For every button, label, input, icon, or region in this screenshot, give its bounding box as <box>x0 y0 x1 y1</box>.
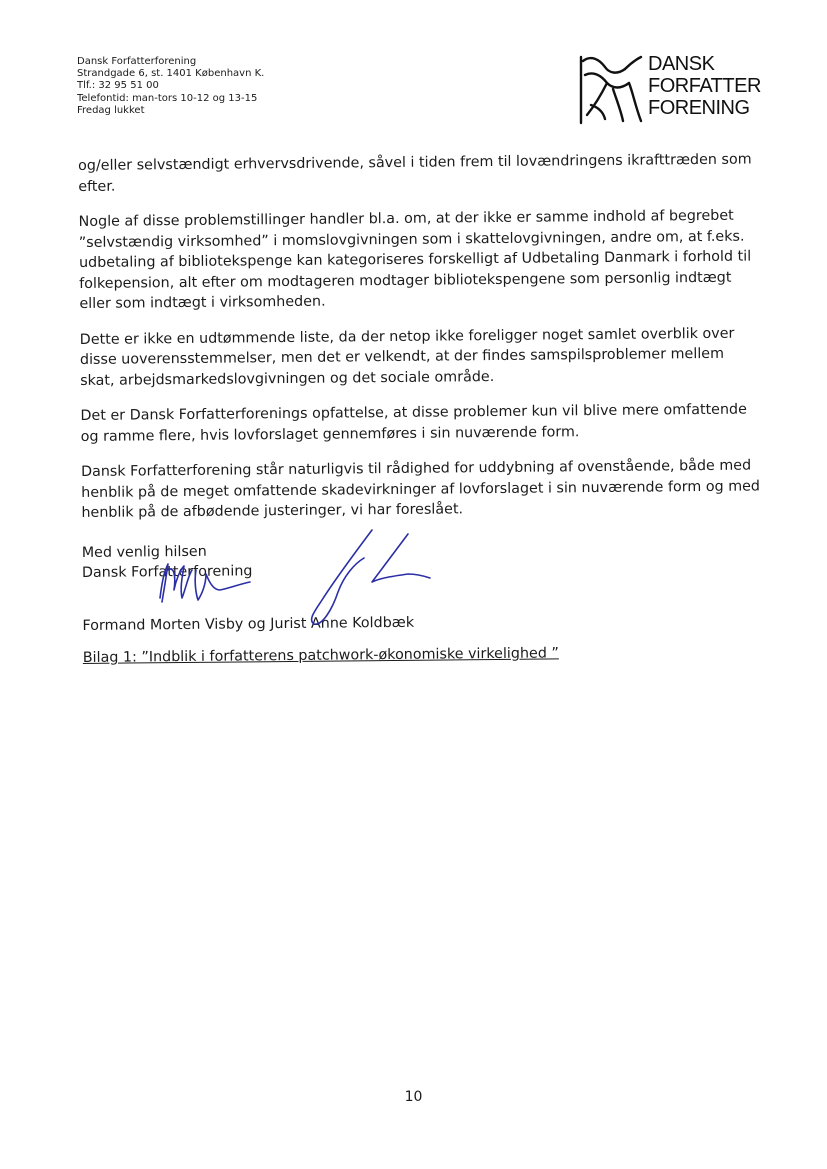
closing-greeting: Med venlig hilsen <box>81 543 207 561</box>
paragraph-2: Nogle af disse problemstillinger handler bl.a. om, at der ikke er samme indhold af begrebet ”selvstændig virksomhed” i momslovgivningen som i skattelovgivningen, andre om, at f.eks. udbetaling af bibliotekspenge kan kategoriseres forskelligt af Udbetaling Danmark i forhold til folkepension, alt efter om modtageren modtager bibliotekspengene som personlig indtægt eller som indtægt i virksomheden. <box>78 207 752 312</box>
phone: Tlf.: 32 95 51 00 <box>77 80 159 92</box>
paragraph-3: Dette er ikke en udtømmende liste, da der netop ikke foreligger noget samlet overblik over disse uoverensstemmelser, men det er velkendt, at der findes samspilsproblemer mellem skat, arbejdsmarkedslovgivningen og det sociale område. <box>79 325 735 389</box>
paragraph-4: Det er Dansk Forfatterforenings opfattelse, at disse problemer kun vil blive mere omfattende og ramme flere, hvis lovforslaget gennemføres i sin nuværende form. <box>80 401 747 445</box>
logo <box>577 53 777 125</box>
page-number: 10 <box>404 1089 423 1105</box>
handwritten-signatures <box>140 520 460 630</box>
logo-line-3: FORENING <box>648 97 750 119</box>
logo-wordmark <box>648 53 761 119</box>
paragraph-5: Dansk Forfatterforening står naturligvis til rådighed for uddybning af ovenstående, både med henblik på de meget omfattende skadevirkninger af lovforslaget i sin nuværende form og med henblik på de afbødende justeringer, vi har foreslået. <box>80 457 761 521</box>
signers-line: Formand Morten Visby og Jurist Anne Koldbæk <box>82 614 415 634</box>
address: Strandgade 6, st. 1401 København K. <box>77 68 265 80</box>
org-name: Dansk Forfatterforening <box>77 56 197 67</box>
paragraph-1: og/eller selvstændigt erhvervsdrivende, såvel i tiden frem til lovændringens ikrafttræden som efter. <box>78 151 752 195</box>
horse-logo-icon <box>577 53 645 125</box>
logo-line-2: FORFATTER <box>648 75 761 97</box>
closing-org: Dansk Forfatterforening <box>81 563 253 581</box>
attachment-link[interactable]: Bilag 1: ”Indblik i forfatterens patchwork-økonomiske virkelighed ” <box>82 645 559 666</box>
friday-closed: Fredag lukket <box>77 104 145 116</box>
letterhead-address <box>77 56 264 117</box>
phone-hours: Telefontid: man-tors 10-12 og 13-15 <box>77 92 258 104</box>
signature-morten-visby <box>160 564 250 602</box>
logo-line-1: DANSK <box>648 53 715 75</box>
signature-anne-koldbaek <box>312 530 430 624</box>
